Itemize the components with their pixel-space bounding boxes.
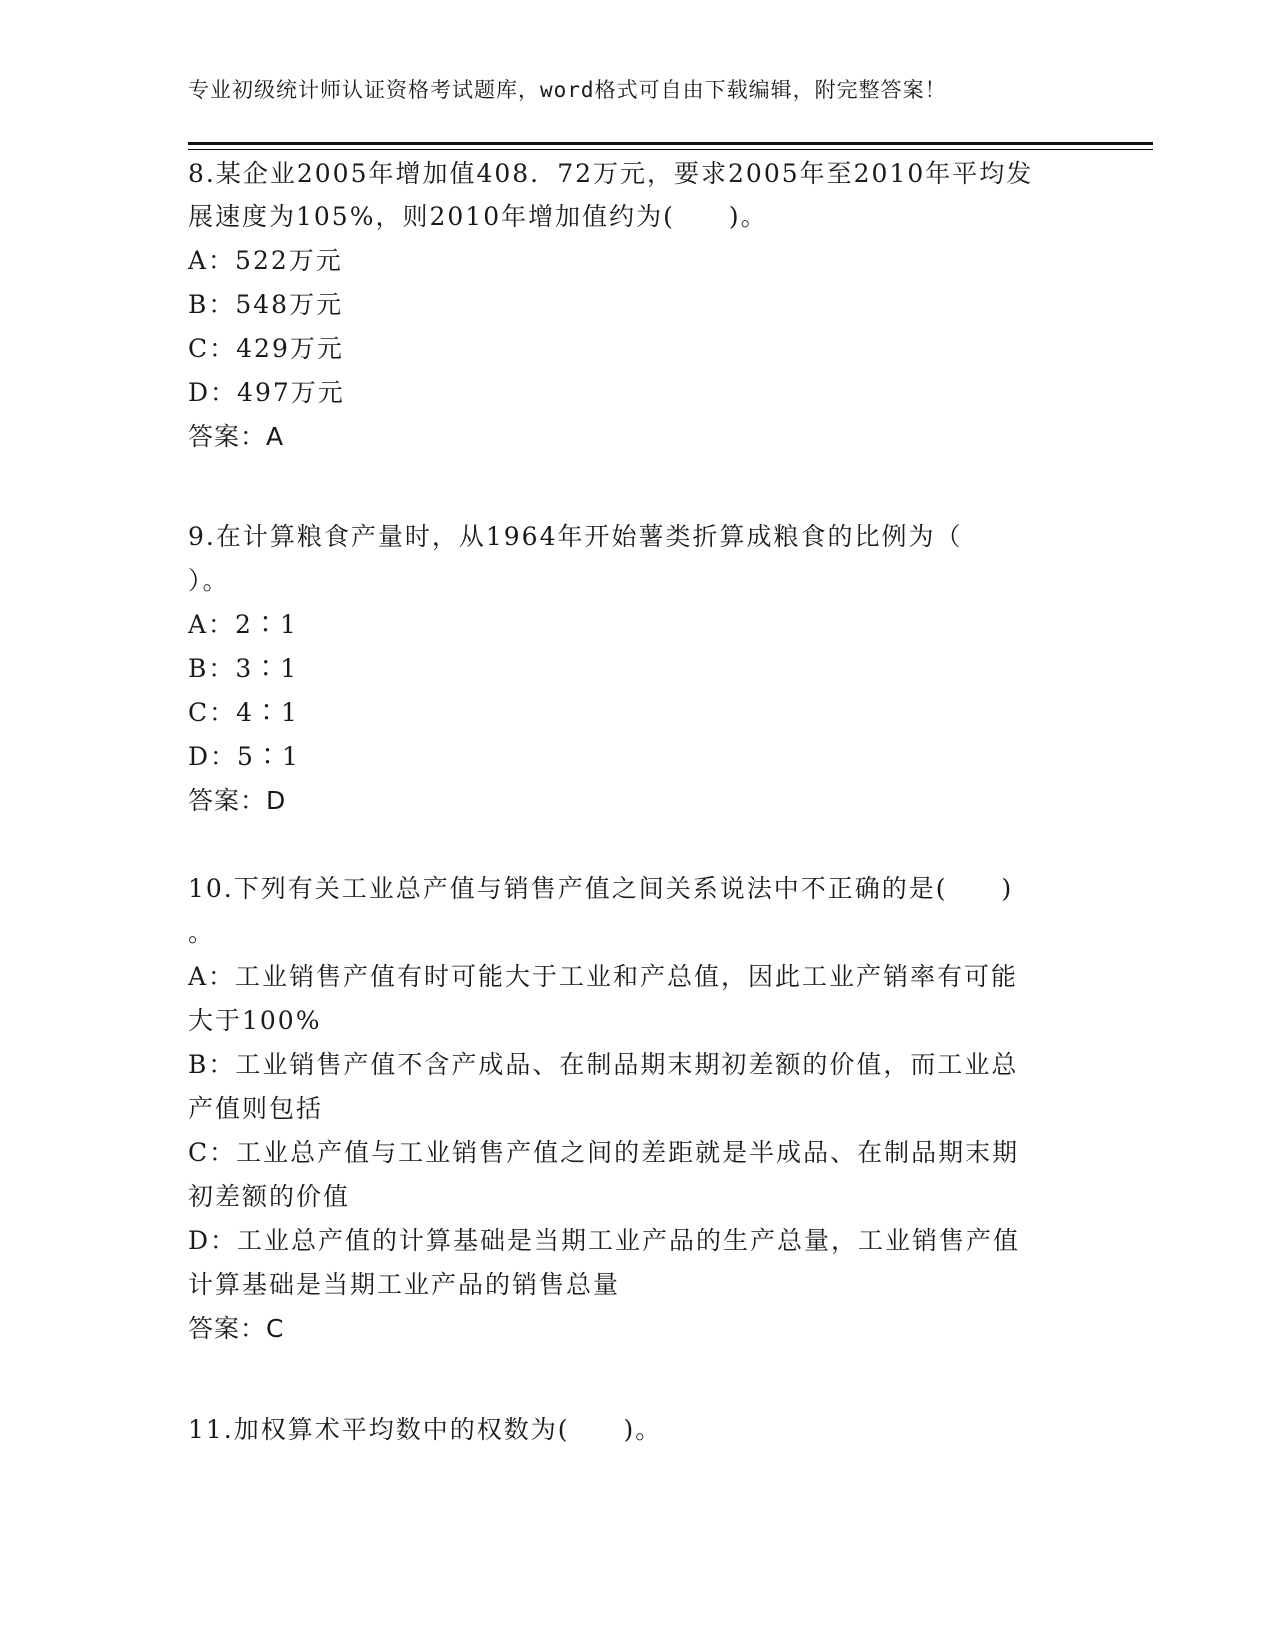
- question-8-stem-line-2: 展速度为105%，则2010年增加值约为( )。: [188, 202, 768, 231]
- question-9-stem-line-1: 9.在计算粮食产量时，从1964年开始薯类折算成粮食的比例为（: [188, 522, 963, 551]
- question-9-option-a: A：2∶1: [188, 610, 298, 639]
- question-8-option-b: B：548万元: [188, 290, 344, 319]
- question-10-option-a-line-1: A：工业销售产值有时可能大于工业和产总值，因此工业产销率有可能: [188, 962, 1019, 991]
- question-11-stem-line-1: 11.加权算术平均数中的权数为( )。: [188, 1415, 663, 1444]
- header-rule-thin: [188, 149, 1153, 150]
- question-10-option-a-line-2: 大于100%: [188, 1006, 322, 1035]
- question-8-stem-line-1: 8.某企业2005年增加值408．72万元，要求2005年至2010年平均发: [188, 159, 1034, 188]
- question-10-option-c-line-2: 初差额的价值: [188, 1182, 351, 1211]
- question-10-option-c-line-1: C：工业总产值与工业销售产值之间的差距就是半成品、在制品期末期: [188, 1138, 1020, 1167]
- question-8-option-a: A：522万元: [188, 246, 343, 275]
- question-10-stem-line-2: 。: [188, 918, 216, 947]
- question-9-option-b: B：3∶1: [188, 654, 299, 683]
- question-10-option-d-line-1: D：工业总产值的计算基础是当期工业产品的生产总量，工业销售产值: [188, 1226, 1021, 1255]
- page-header: 专业初级统计师认证资格考试题库，word格式可自由下载编辑，附完整答案！: [188, 78, 947, 102]
- question-10-answer: 答案：C: [188, 1314, 285, 1343]
- question-9-option-d: D：5∶1: [188, 742, 300, 771]
- question-9-answer: 答案：D: [188, 786, 287, 815]
- question-10-option-b-line-2: 产值则包括: [188, 1094, 324, 1123]
- question-8-answer: 答案：A: [188, 422, 285, 451]
- question-9-option-c: C：4∶1: [188, 698, 299, 727]
- question-10-option-b-line-1: B：工业销售产值不含产成品、在制品期末期初差额的价值，而工业总: [188, 1050, 1019, 1079]
- question-10-stem-line-1: 10.下列有关工业总产值与销售产值之间关系说法中不正确的是( ): [188, 874, 1014, 903]
- question-10-option-d-line-2: 计算基础是当期工业产品的销售总量: [188, 1270, 621, 1299]
- question-9-stem-line-2: ）。: [188, 566, 230, 595]
- question-8-option-d: D：497万元: [188, 378, 345, 407]
- header-rule-thick: [188, 142, 1153, 145]
- question-8-option-c: C：429万元: [188, 334, 344, 363]
